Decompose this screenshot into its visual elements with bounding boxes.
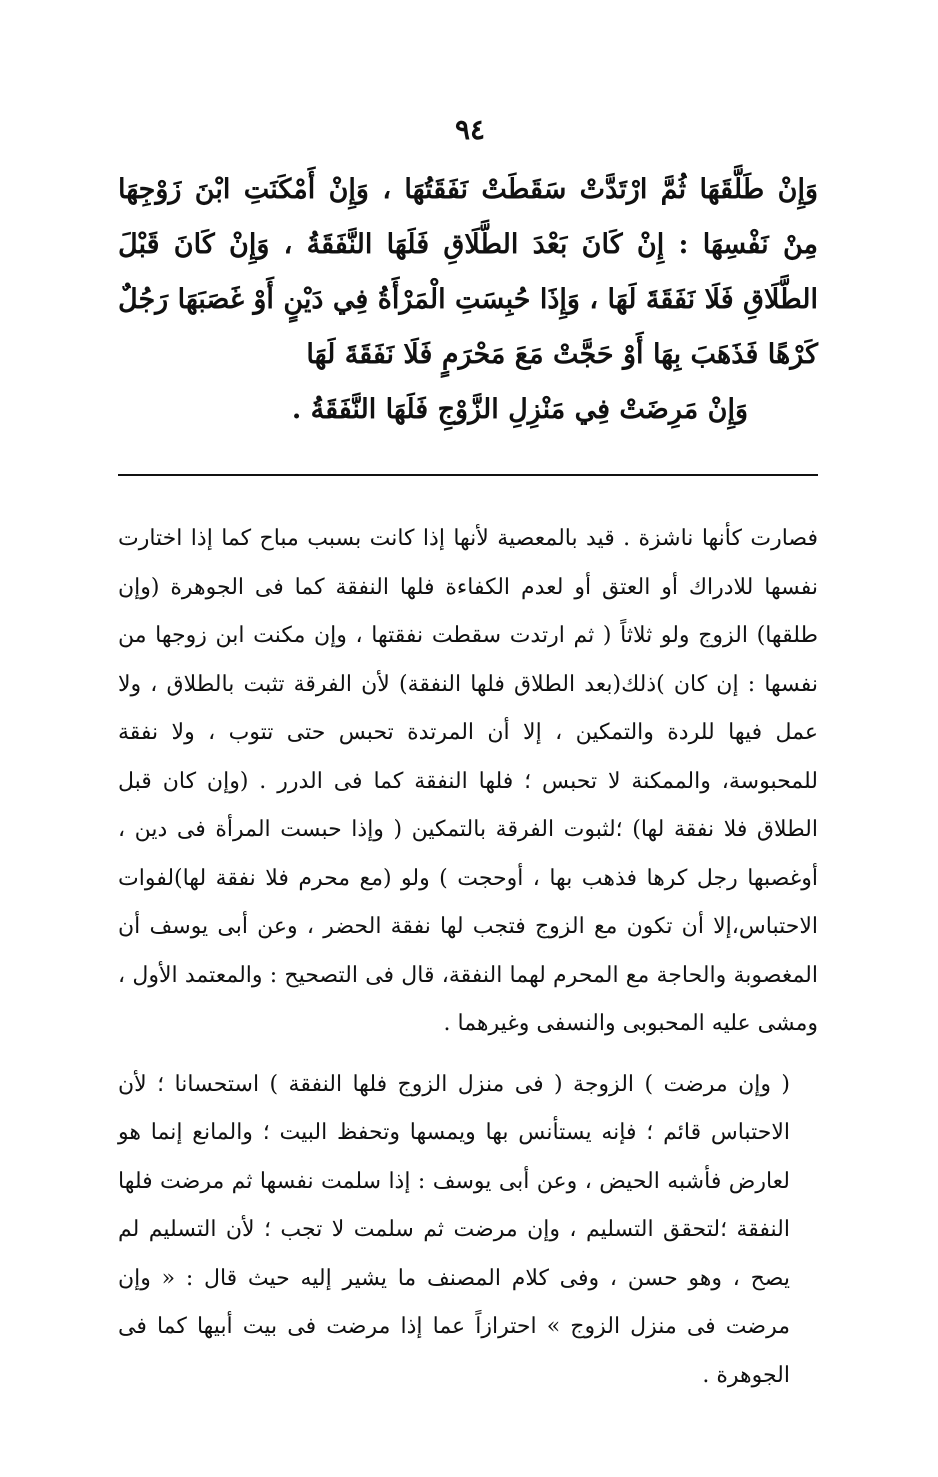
main-text-paragraph: وَإِنْ طَلَّقَهَا ثُمَّ ارْتَدَّتْ سَقَطَتْ نَفَقَتُهَا ، وَإِنْ أَمْكَنَتِ ابْنَ زَوْجِهَا مِنْ نَفْسِهَا : إِنْ كَانَ بَعْدَ الطَّلَاقِ فَلَهَا النَّفَقَةُ ، وَإِنْ كَانَ قَبْلَ الطَّلَاقِ فَلَا نَفَقَةَ لَهَا ، وَإِذَا حُبِسَتِ الْمَرْأَةُ فِي دَيْنٍ أَوْ غَصَبَهَا رَجُلٌ كَرْهًا فَذَهَبَ بِهَا أَوْ حَجَّتْ مَعَ مَحْرَمٍ فَلَا نَفَقَةَ لَهَا <box>118 174 818 370</box>
commentary-text <box>118 515 818 1400</box>
page-number: ٩٤ <box>454 113 486 146</box>
commentary-paragraph: فصارت كأنها ناشزة . قيد بالمعصية لأنها إذا كانت بسبب مباح كما إذا اختارت نفسها للادراك أو العتق أو لعدم الكفاءة فلها النفقة كما فى الجوهرة (وإن طلقها) الزوج ولو ثلاثاً ( ثم ارتدت سقطت نفقتها ، وإن مكنت ابن زوجها من نفسها : إن كان )ذلك(بعد الطلاق فلها النفقة) لأن الفرقة تثبت بالطلاق ، ولا عمل فيها للردة والتمكين ، إلا أن المرتدة تحبس حتى تتوب ، ولا نفقة للمحبوسة، والممكنة لا تحبس ؛ فلها النفقة كما فى الدرر . (وإن كان قبل الطلاق فلا نفقة لها) ؛لثبوت الفرقة بالتمكين ( وإذا حبست المرأة فى دين ، أوغصبها رجل كرها فذهب بها ، أوحجت ) ولو (مع محرم فلا نفقة لها)لفوات الاحتباس،إلا أن تكون مع الزوج فتجب لها نفقة الحضر ، وعن أبى يوسف أن المغصوبة والحاجة مع المحرم لهما النفقة، قال فى التصحيح : والمعتمد الأول ، ومشى عليه المحبوبى والنسفى وغيرهما . <box>118 526 818 1036</box>
commentary-paragraph: ( وإن مرضت ) الزوجة ( فى منزل الزوج فلها النفقة ) استحسانا ؛ لأن الاحتباس قائم ؛ فإنه يستأنس بها ويمسها وتحفظ البيت ؛ والمانع إنما هو لعارض فأشبه الحيض ، وعن أبى يوسف : إذا سلمت نفسها ثم مرضت فلها النفقة ؛لتحقق التسليم ، وإن مرضت ثم سلمت لا تجب ؛ لأن التسليم لم يصح ، وهو حسن ، وفى كلام المصنف ما يشير إليه حيث قال : « وإن مرضت فى منزل الزوج » احترازاً عما إذا مرضت فى بيت أبيها كما فى الجوهرة . <box>118 1071 790 1388</box>
section-divider <box>118 474 818 476</box>
main-text-paragraph: وَإِنْ مَرِضَتْ فِي مَنْزِلِ الزَّوْجِ فَلَهَا النَّفَقَةُ . <box>291 394 748 425</box>
main-text <box>118 162 818 437</box>
